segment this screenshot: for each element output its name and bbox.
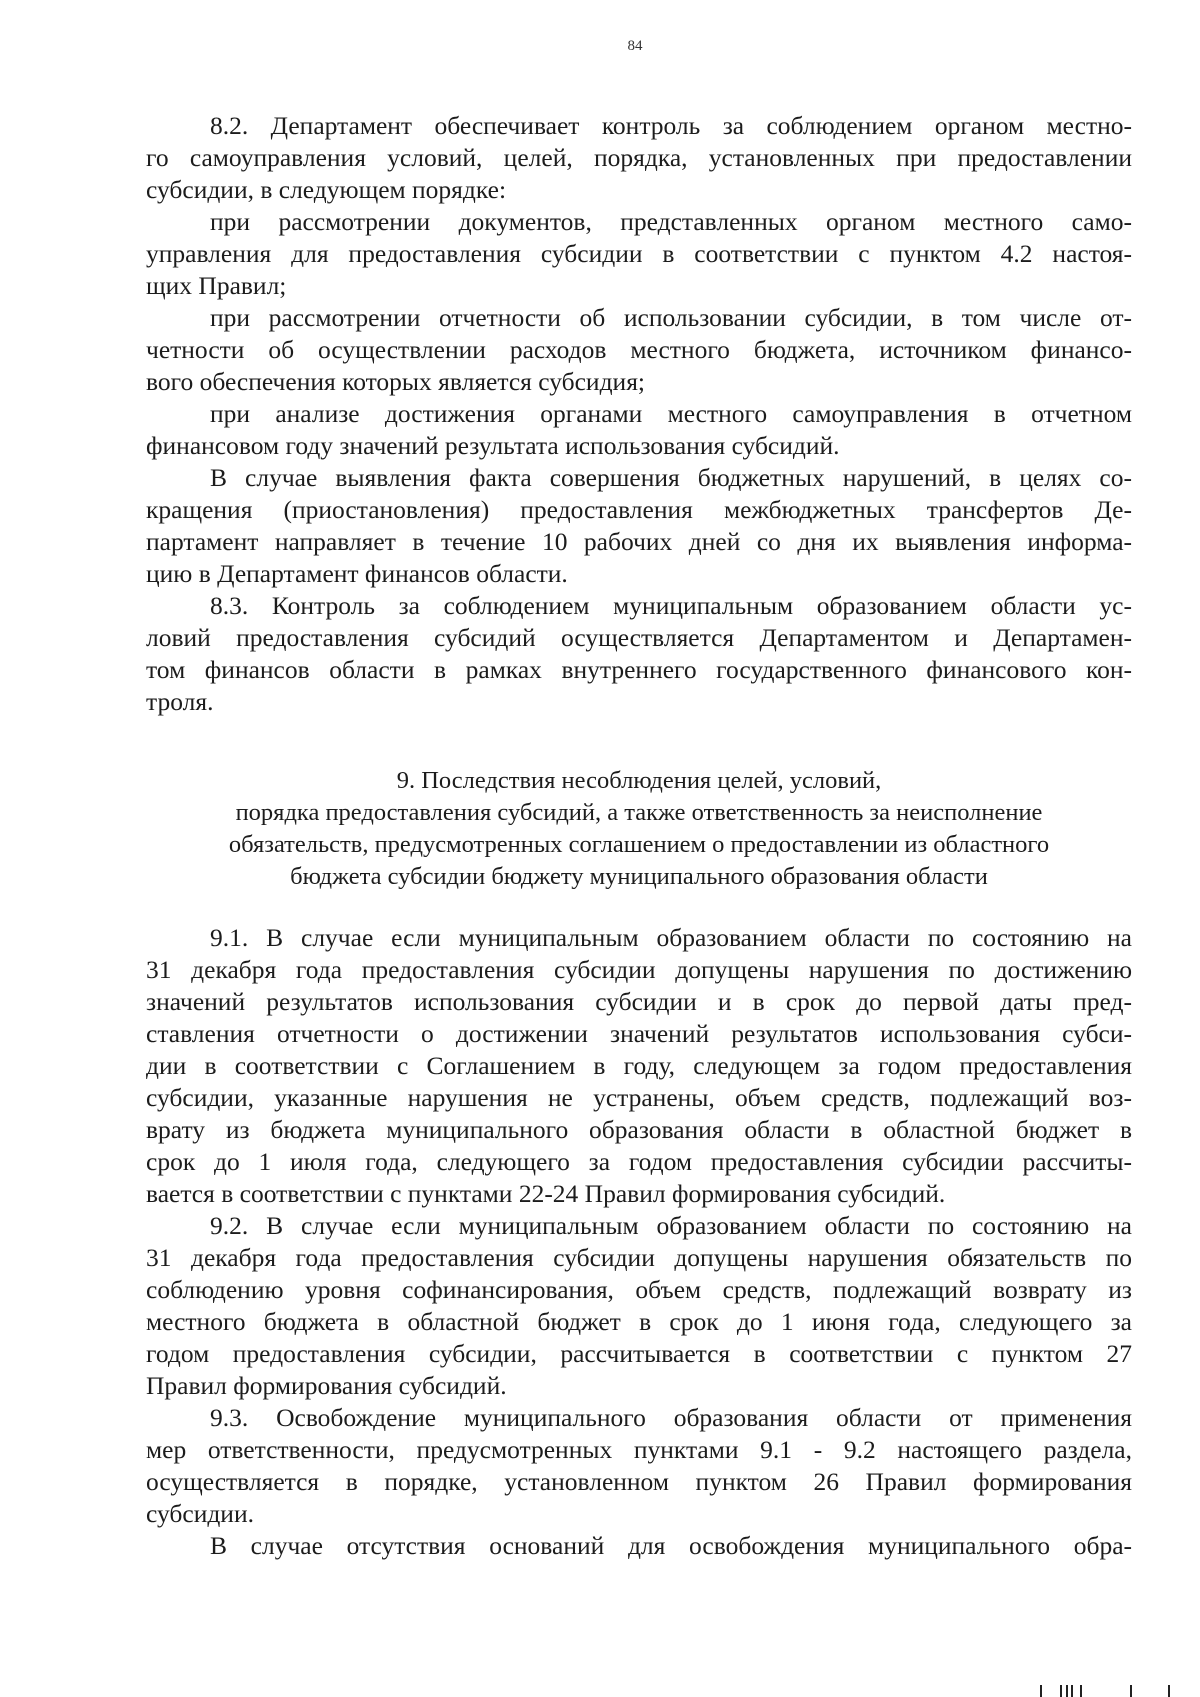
- text-line: осуществляется в порядке, установленном пунктом 26 Правил формирования: [146, 1467, 1132, 1496]
- text-line: при анализе достижения органами местного самоуправления в отчетном: [210, 399, 1132, 428]
- text-line: соблюдению уровня софинансирования, объем средств, подлежащий возврату из: [146, 1275, 1132, 1304]
- text-line: том финансов области в рамках внутреннего государственного финансового кон-: [146, 655, 1132, 684]
- text-line: В случае отсутствия оснований для освобождения муниципального обра-: [210, 1531, 1132, 1560]
- text-line: мер ответственности, предусмотренных пунктами 9.1 - 9.2 настоящего раздела,: [146, 1435, 1132, 1464]
- text-line: кращения (приостановления) предоставления межбюджетных трансфертов Де-: [146, 495, 1132, 524]
- text-line: ставления отчетности о достижении значений результатов использования субси-: [146, 1019, 1132, 1048]
- text-line: субсидии, указанные нарушения не устранены, объем средств, подлежащий воз-: [146, 1083, 1132, 1112]
- text-line: В случае выявления факта совершения бюджетных нарушений, в целях со-: [210, 463, 1132, 492]
- text-line: 9.3. Освобождение муниципального образования области от применения: [210, 1403, 1132, 1432]
- text-line: вого обеспечения которых является субсидия;: [146, 367, 646, 396]
- text-line: го самоуправления условий, целей, порядка, установленных при предоставлении: [146, 143, 1132, 172]
- text-line: значений результатов использования субсидии и в срок до первой даты пред-: [146, 987, 1132, 1016]
- text-line: троля.: [146, 687, 214, 716]
- text-line: четности об осуществлении расходов местного бюджета, источником финансо-: [146, 335, 1132, 364]
- text-line: партамент направляет в течение 10 рабочих дней со дня их выявления информа-: [146, 527, 1132, 556]
- text-line: Правил формирования субсидий.: [146, 1371, 507, 1400]
- text-line: 31 декабря года предоставления субсидии допущены нарушения по достижению: [146, 955, 1132, 984]
- page-number: 84: [627, 38, 643, 54]
- text-line: субсидии, в следующем порядке:: [146, 175, 507, 204]
- text-line: 9.2. В случае если муниципальным образованием области по состоянию на: [210, 1211, 1132, 1240]
- section-heading: обязательств, предусмотренных соглашением о предоставлении из областного: [228, 831, 1050, 858]
- text-line: щих Правил;: [146, 271, 287, 300]
- section-heading: 9. Последствия несоблюдения целей, условий,: [396, 767, 882, 794]
- text-line: дии в соответствии с Соглашением в году, следующем за годом предоставления: [146, 1051, 1132, 1080]
- text-line: 8.2. Департамент обеспечивает контроль за соблюдением органом местно-: [210, 111, 1132, 140]
- section-heading: порядка предоставления субсидий, а также ответственность за неисполнение: [235, 799, 1043, 826]
- text-line: 8.3. Контроль за соблюдением муниципальным образованием области ус-: [210, 591, 1132, 620]
- text-line: срок до 1 июля года, следующего за годом предоставления субсидии рассчиты-: [146, 1147, 1132, 1176]
- text-line: субсидии.: [146, 1499, 254, 1528]
- text-line: 9.1. В случае если муниципальным образованием области по состоянию на: [210, 923, 1132, 952]
- text-line: при рассмотрении отчетности об использовании субсидии, в том числе от-: [210, 303, 1132, 332]
- text-line: финансовом году значений результата использования субсидий.: [146, 431, 840, 460]
- text-line: годом предоставления субсидии, рассчитывается в соответствии с пунктом 27: [146, 1339, 1132, 1368]
- text-line: при рассмотрении документов, представленных органом местного само-: [210, 207, 1132, 236]
- text-line: цию в Департамент финансов области.: [146, 559, 568, 588]
- text-line: 31 декабря года предоставления субсидии допущены нарушения обязательств по: [146, 1243, 1132, 1272]
- text-line: врату из бюджета муниципального образования области в областной бюджет в: [146, 1115, 1132, 1144]
- text-line: управления для предоставления субсидии в соответствии с пунктом 4.2 настоя-: [146, 239, 1132, 268]
- section-heading: бюджета субсидии бюджету муниципального образования области: [290, 863, 988, 890]
- text-line: ловий предоставления субсидий осуществляется Департаментом и Департамен-: [146, 623, 1132, 652]
- text-line: местного бюджета в областной бюджет в срок до 1 июня года, следующего за: [146, 1307, 1132, 1336]
- text-line: вается в соответствии с пунктами 22-24 Правил формирования субсидий.: [146, 1179, 946, 1208]
